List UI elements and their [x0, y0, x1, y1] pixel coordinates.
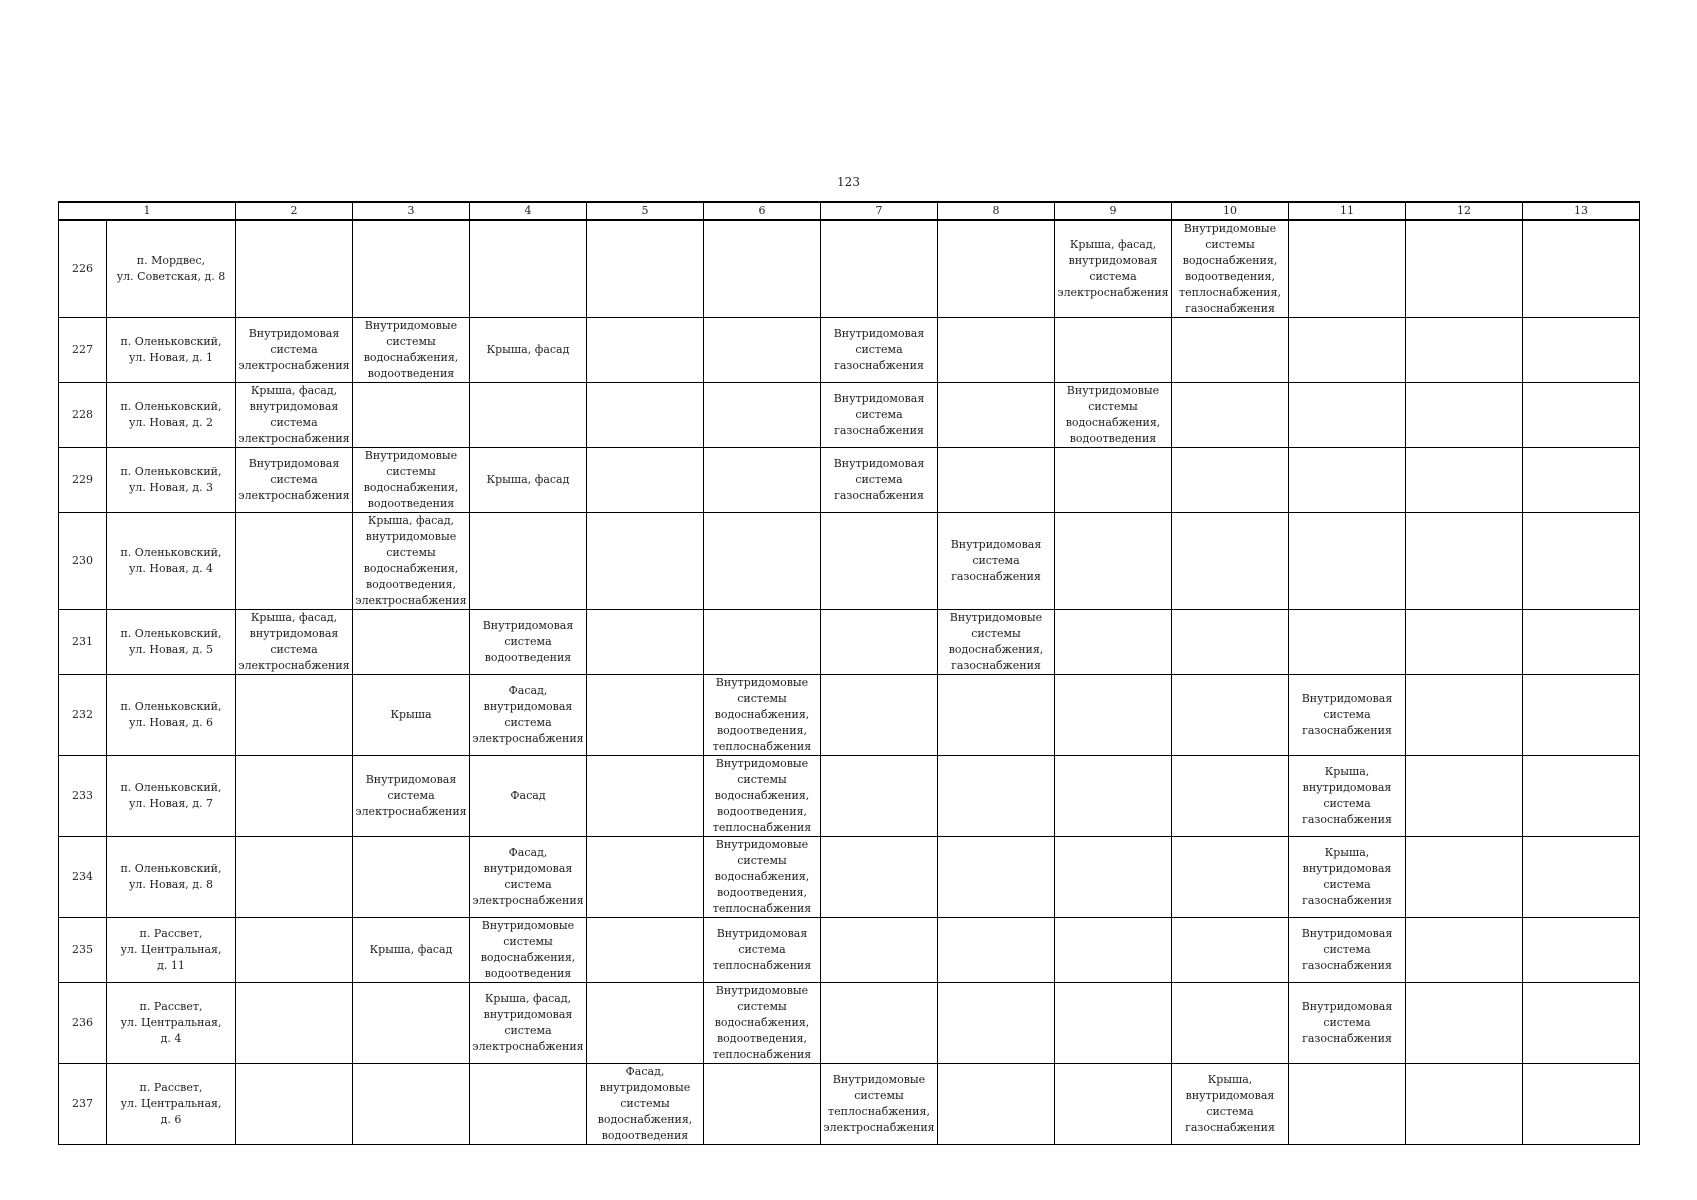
table-cell	[1055, 1064, 1172, 1145]
table-cell	[236, 383, 353, 448]
table-cell	[1055, 383, 1172, 448]
cell-text: Внутридомовые системы водоснабжения, водоотведения, теплоснабжения	[712, 757, 812, 834]
table-cell	[353, 756, 470, 837]
table-cell	[1523, 448, 1640, 513]
table-cell	[1055, 220, 1172, 318]
table-cell	[1406, 918, 1523, 983]
table-cell	[353, 918, 470, 983]
cell-text: Внутридомовая система газоснабжения	[833, 392, 925, 437]
table-cell	[470, 383, 587, 448]
address-cell	[107, 918, 236, 983]
cell-text: Крыша	[390, 708, 432, 721]
row-number: 235	[59, 918, 107, 983]
table-cell	[938, 983, 1055, 1064]
table-cell	[938, 383, 1055, 448]
table-cell	[821, 448, 938, 513]
address-text: п. Оленьковский, ул. Новая, д. 8	[120, 862, 222, 891]
address-text: п. Оленьковский, ул. Новая, д. 2	[120, 400, 222, 429]
cell-text: Внутридомовая система теплоснабжения	[712, 927, 812, 972]
column-header: 12	[1406, 202, 1523, 220]
cell-text: Внутридомовые системы водоснабжения, водоотведения	[1065, 384, 1161, 445]
column-header: 5	[587, 202, 704, 220]
address-cell	[107, 610, 236, 675]
table-cell	[353, 837, 470, 918]
cell-text: Внутридомовые системы теплоснабжения, электроснабжения	[823, 1073, 935, 1134]
address-text: п. Мордвес, ул. Советская, д. 8	[116, 254, 226, 283]
table-cell	[470, 1064, 587, 1145]
table-cell	[236, 918, 353, 983]
table-cell	[1172, 675, 1289, 756]
cell-text: Внутридомовая система электроснабжения	[355, 773, 467, 818]
table-cell	[821, 756, 938, 837]
table-cell	[821, 837, 938, 918]
table-cell	[587, 837, 704, 918]
cell-text: Внутридомовая система водоотведения	[482, 619, 574, 664]
row-number: 227	[59, 318, 107, 383]
table-cell	[821, 513, 938, 610]
table-cell	[938, 610, 1055, 675]
column-header: 13	[1523, 202, 1640, 220]
table-cell	[587, 220, 704, 318]
address-text: п. Рассвет, ул. Центральная, д. 11	[120, 927, 222, 972]
cell-text: Крыша, внутридомовая система газоснабжения	[1302, 765, 1392, 826]
table-cell	[704, 675, 821, 756]
table-cell	[938, 837, 1055, 918]
table-cell	[353, 513, 470, 610]
table-cell	[587, 383, 704, 448]
address-cell	[107, 1064, 236, 1145]
table-cell	[587, 448, 704, 513]
table-cell	[1289, 513, 1406, 610]
cell-text: Фасад, внутридомовая система электроснабжения	[472, 684, 584, 745]
table-cell	[236, 675, 353, 756]
cell-text: Крыша, фасад, внутридомовая система электроснабжения	[238, 611, 350, 672]
table-cell	[1406, 675, 1523, 756]
cell-text: Внутридомовые системы водоснабжения, водоотведения, теплоснабжения, газоснабжения	[1179, 222, 1281, 315]
table-cell	[1055, 448, 1172, 513]
table-cell	[1172, 610, 1289, 675]
table-cell	[1289, 837, 1406, 918]
address-text: п. Оленьковский, ул. Новая, д. 4	[120, 546, 222, 575]
cell-text: Внутридомовая система электроснабжения	[238, 457, 350, 502]
table-cell	[587, 1064, 704, 1145]
address-text: п. Оленьковский, ул. Новая, д. 3	[120, 465, 222, 494]
table-cell	[1523, 318, 1640, 383]
table-cell	[236, 448, 353, 513]
table-cell	[938, 513, 1055, 610]
table-cell	[1406, 837, 1523, 918]
address-cell	[107, 756, 236, 837]
table-cell	[821, 983, 938, 1064]
table-cell	[587, 983, 704, 1064]
table-cell	[1055, 675, 1172, 756]
table-cell	[938, 220, 1055, 318]
address-text: п. Оленьковский, ул. Новая, д. 5	[120, 627, 222, 656]
column-header: 2	[236, 202, 353, 220]
table-cell	[1289, 675, 1406, 756]
cell-text: Внутридомовая система газоснабжения	[1301, 927, 1393, 972]
cell-text: Внутридомовая система газоснабжения	[833, 457, 925, 502]
address-cell	[107, 448, 236, 513]
table-cell	[1523, 610, 1640, 675]
table-cell	[1172, 318, 1289, 383]
table-cell	[1055, 756, 1172, 837]
table-row	[59, 383, 1640, 448]
table-cell	[704, 383, 821, 448]
table-cell	[938, 1064, 1055, 1145]
table-cell	[1523, 837, 1640, 918]
cell-text: Внутридомовые системы водоснабжения, водоотведения, теплоснабжения	[712, 838, 812, 915]
table-cell	[236, 756, 353, 837]
table-cell	[1406, 1064, 1523, 1145]
table-row	[59, 220, 1640, 318]
table-cell	[1172, 918, 1289, 983]
table-cell	[1406, 383, 1523, 448]
address-cell	[107, 220, 236, 318]
table-cell	[1289, 383, 1406, 448]
table-cell	[353, 318, 470, 383]
address-cell	[107, 675, 236, 756]
table-cell	[704, 1064, 821, 1145]
table-cell	[353, 383, 470, 448]
table-cell	[821, 610, 938, 675]
table-cell	[1406, 756, 1523, 837]
table-cell	[1055, 983, 1172, 1064]
row-number: 232	[59, 675, 107, 756]
table-cell	[1172, 448, 1289, 513]
row-number: 231	[59, 610, 107, 675]
row-number: 230	[59, 513, 107, 610]
table-cell	[470, 983, 587, 1064]
table-cell	[938, 448, 1055, 513]
table-cell	[236, 318, 353, 383]
table-cell	[704, 983, 821, 1064]
table-cell	[353, 610, 470, 675]
table-cell	[1523, 675, 1640, 756]
cell-text: Крыша, внутридомовая система газоснабжения	[1185, 1073, 1275, 1134]
cell-text: Внутридомовые системы водоснабжения, водоотведения	[363, 319, 459, 380]
cell-text: Фасад, внутридомовые системы водоснабжения, водоотведения	[597, 1065, 693, 1142]
table-cell	[1055, 918, 1172, 983]
table-cell	[236, 1064, 353, 1145]
column-header: 11	[1289, 202, 1406, 220]
row-number: 228	[59, 383, 107, 448]
address-text: п. Рассвет, ул. Центральная, д. 4	[120, 1000, 222, 1045]
table-cell	[1055, 837, 1172, 918]
table-cell	[1055, 318, 1172, 383]
address-cell	[107, 837, 236, 918]
cell-text: Крыша, фасад	[369, 943, 453, 956]
table-cell	[470, 448, 587, 513]
table-cell	[1406, 983, 1523, 1064]
table-cell	[1523, 513, 1640, 610]
cell-text: Внутридомовые системы водоснабжения, водоотведения	[363, 449, 459, 510]
cell-text: Фасад, внутридомовая система электроснабжения	[472, 846, 584, 907]
table-cell	[938, 318, 1055, 383]
table-row	[59, 1064, 1640, 1145]
address-text: п. Оленьковский, ул. Новая, д. 7	[120, 781, 222, 810]
table-cell	[587, 318, 704, 383]
column-header: 8	[938, 202, 1055, 220]
table-cell	[1172, 756, 1289, 837]
address-text: п. Оленьковский, ул. Новая, д. 6	[120, 700, 222, 729]
cell-text: Крыша, фасад	[486, 473, 570, 486]
table-cell	[353, 675, 470, 756]
table-cell	[236, 837, 353, 918]
table-cell	[1172, 1064, 1289, 1145]
table-cell	[704, 220, 821, 318]
table-cell	[470, 756, 587, 837]
table-cell	[938, 675, 1055, 756]
table-cell	[470, 918, 587, 983]
cell-text: Внутридомовые системы водоснабжения, водоотведения	[480, 919, 576, 980]
table-cell	[704, 318, 821, 383]
table-body	[59, 202, 1640, 1145]
table-cell	[1406, 448, 1523, 513]
cell-text: Внутридомовые системы водоснабжения, водоотведения, теплоснабжения	[712, 676, 812, 753]
column-header: 1	[59, 202, 236, 220]
table-row	[59, 675, 1640, 756]
table-cell	[1406, 513, 1523, 610]
column-header: 4	[470, 202, 587, 220]
table-cell	[1172, 220, 1289, 318]
table-cell	[1406, 318, 1523, 383]
cell-text: Крыша, фасад, внутридомовая система электроснабжения	[238, 384, 350, 445]
table-cell	[1055, 610, 1172, 675]
table-cell	[1172, 383, 1289, 448]
row-number: 229	[59, 448, 107, 513]
table-row	[59, 837, 1640, 918]
table-cell	[1055, 513, 1172, 610]
table-cell	[704, 918, 821, 983]
table-cell	[1406, 220, 1523, 318]
table-cell	[1172, 513, 1289, 610]
cell-text: Внутридомовые системы водоснабжения, водоотведения, теплоснабжения	[712, 984, 812, 1061]
row-number: 236	[59, 983, 107, 1064]
table-cell	[1172, 837, 1289, 918]
table-cell	[704, 610, 821, 675]
row-number: 237	[59, 1064, 107, 1145]
cell-text: Внутридомовая система газоснабжения	[1301, 1000, 1393, 1045]
table-cell	[1172, 983, 1289, 1064]
column-header: 7	[821, 202, 938, 220]
table-cell	[1523, 983, 1640, 1064]
table-cell	[1406, 610, 1523, 675]
table-cell	[1289, 610, 1406, 675]
table-cell	[470, 318, 587, 383]
table-cell	[704, 513, 821, 610]
cell-text: Внутридомовая система газоснабжения	[833, 327, 925, 372]
table-row	[59, 318, 1640, 383]
table-cell	[587, 756, 704, 837]
row-number: 233	[59, 756, 107, 837]
table-cell	[236, 983, 353, 1064]
table-cell	[1289, 1064, 1406, 1145]
page-number: 123	[837, 175, 860, 189]
cell-text: Внутридомовая система газоснабжения	[950, 538, 1042, 583]
table-cell	[1523, 756, 1640, 837]
table-cell	[821, 220, 938, 318]
table-cell	[236, 610, 353, 675]
table-cell	[938, 918, 1055, 983]
table-cell	[470, 610, 587, 675]
table-cell	[470, 675, 587, 756]
column-header: 9	[1055, 202, 1172, 220]
table-cell	[470, 837, 587, 918]
table-cell	[353, 983, 470, 1064]
cell-text: Крыша, фасад	[486, 343, 570, 356]
cell-text: Фасад	[510, 789, 546, 802]
table-cell	[1289, 983, 1406, 1064]
table-cell	[1523, 1064, 1640, 1145]
table-row	[59, 756, 1640, 837]
table-cell	[470, 220, 587, 318]
table-cell	[821, 675, 938, 756]
table-row	[59, 513, 1640, 610]
header-row	[59, 202, 1640, 220]
address-cell	[107, 983, 236, 1064]
cell-text: Крыша, фасад, внутридомовая система электроснабжения	[472, 992, 584, 1053]
table-cell	[587, 513, 704, 610]
address-cell	[107, 513, 236, 610]
table-cell	[1289, 220, 1406, 318]
cell-text: Внутридомовая система электроснабжения	[238, 327, 350, 372]
table-row	[59, 983, 1640, 1064]
table-cell	[1289, 756, 1406, 837]
table-cell	[1523, 918, 1640, 983]
row-number: 226	[59, 220, 107, 318]
table-row	[59, 610, 1640, 675]
table-cell	[938, 756, 1055, 837]
table-cell	[704, 837, 821, 918]
address-cell	[107, 318, 236, 383]
address-text: п. Оленьковский, ул. Новая, д. 1	[120, 335, 222, 364]
table-cell	[1523, 220, 1640, 318]
table-cell	[1289, 918, 1406, 983]
table-cell	[821, 383, 938, 448]
table-cell	[353, 220, 470, 318]
cell-text: Крыша, внутридомовая система газоснабжения	[1302, 846, 1392, 907]
cell-text: Крыша, фасад, внутридомовая система электроснабжения	[1057, 238, 1169, 299]
cell-text: Внутридомовые системы водоснабжения, газоснабжения	[948, 611, 1044, 672]
table-cell	[587, 610, 704, 675]
table-cell	[1289, 318, 1406, 383]
table-cell	[1289, 448, 1406, 513]
table-cell	[704, 448, 821, 513]
table-cell	[353, 448, 470, 513]
repair-schedule-table	[58, 201, 1640, 1145]
column-header: 6	[704, 202, 821, 220]
column-header: 10	[1172, 202, 1289, 220]
table-cell	[236, 220, 353, 318]
table-cell	[704, 756, 821, 837]
column-header: 3	[353, 202, 470, 220]
table-cell	[1523, 383, 1640, 448]
table-cell	[236, 513, 353, 610]
row-number: 234	[59, 837, 107, 918]
table-cell	[821, 318, 938, 383]
table-cell	[353, 1064, 470, 1145]
address-cell	[107, 383, 236, 448]
address-text: п. Рассвет, ул. Центральная, д. 6	[120, 1081, 222, 1126]
table-cell	[587, 675, 704, 756]
table-cell	[587, 918, 704, 983]
table-cell	[470, 513, 587, 610]
table-cell	[821, 1064, 938, 1145]
table-row	[59, 448, 1640, 513]
cell-text: Внутридомовая система газоснабжения	[1301, 692, 1393, 737]
table-row	[59, 918, 1640, 983]
table-cell	[821, 918, 938, 983]
cell-text: Крыша, фасад, внутридомовые системы водоснабжения, водоотведения, электроснабжения	[355, 514, 467, 607]
